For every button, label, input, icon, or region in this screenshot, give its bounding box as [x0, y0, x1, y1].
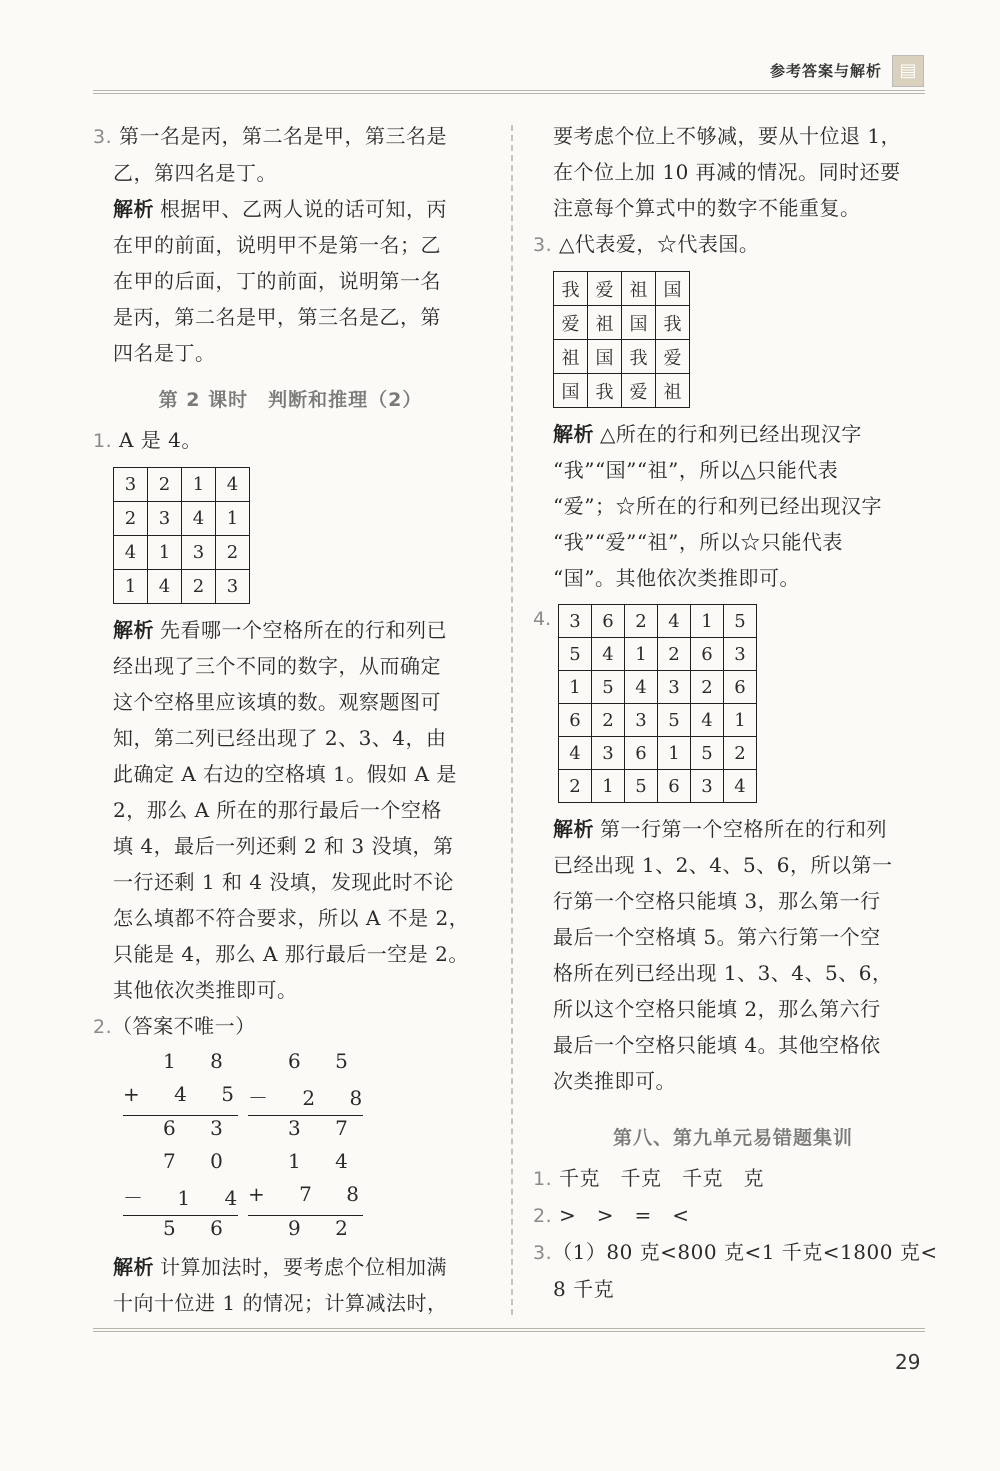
calc2-line: 1 4: [288, 1149, 362, 1173]
column-divider: [511, 125, 513, 1315]
q1-analysis-5: 此确定 A 右边的空格填 1。假如 A 是: [113, 762, 457, 786]
r-q3-analysis-1: 解析 △所在的行和列已经出现汉字: [553, 422, 862, 446]
calc2-line: 6 5: [288, 1049, 362, 1073]
q4-analysis-3: 行第一个空格只能填 3，那么第一行: [553, 889, 881, 913]
q1-analysis-4: 知，第二列已经出现了 2、3、4，由: [113, 726, 447, 750]
q4-analysis-1: 解析 第一行第一个空格所在的行和列: [553, 817, 887, 841]
grid-cell: 1: [724, 704, 757, 737]
grid-cell: 2: [559, 770, 592, 803]
grid-cell: 5: [691, 737, 724, 770]
grid-cell: 2: [182, 570, 216, 604]
grid-cell: 祖: [622, 272, 656, 306]
grid-cell: 4: [182, 502, 216, 536]
grid-cell: 4: [724, 770, 757, 803]
q3-line-2: 乙，第四名是丁。: [113, 161, 277, 185]
q4-analysis-6: 所以这个空格只能填 2，那么第六行: [553, 997, 881, 1021]
grid-cell: 祖: [554, 340, 588, 374]
grid-cell: 4: [658, 605, 691, 638]
q3-analysis-1: 解析 根据甲、乙两人说的话可知，丙: [113, 197, 447, 221]
grid-cell: 国: [622, 306, 656, 340]
calc1-line: + 4 5: [123, 1082, 248, 1106]
q4-analysis-5: 格所在列已经出现 1、3、4、5、6，: [553, 961, 893, 985]
grid-cell: 1: [592, 770, 625, 803]
grid-cell: 我: [622, 340, 656, 374]
calc2-line: + 7 8: [248, 1182, 373, 1206]
grid-cell: 2: [148, 468, 182, 502]
q1-analysis-6: 2，那么 A 所在的那行最后一个空格: [113, 798, 442, 822]
grid-cell: 3: [182, 536, 216, 570]
q1-analysis-2: 经出现了三个不同的数字，从而确定: [113, 654, 441, 678]
calc1-line: 6 3: [163, 1116, 237, 1140]
grid-cell: 1: [559, 671, 592, 704]
character-grid-4x4: [553, 271, 690, 408]
grid-cell: 4: [114, 536, 148, 570]
cont-line-1: 要考虑个位上不够减，要从十位退 1，: [553, 124, 902, 148]
section-title-lesson2: 第 2 课时 判断和推理（2）: [158, 389, 423, 411]
grid-cell: 5: [559, 638, 592, 671]
calc1-line: － 1 4: [123, 1186, 252, 1210]
grid-cell: 2: [724, 737, 757, 770]
q3-analysis-4: 是丙，第二名是甲，第三名是乙，第: [113, 305, 441, 329]
grid-cell: 5: [592, 671, 625, 704]
q1-analysis-9: 怎么填都不符合要求，所以 A 不是 2，: [113, 906, 470, 930]
vertical-calculations: [113, 1049, 488, 1249]
calc2-line: 3 7: [288, 1116, 362, 1140]
footer-rule: [93, 1328, 925, 1332]
r-q3-analysis-3: “爱”；☆所在的行和列已经出现汉字: [553, 494, 882, 518]
grid-cell: 3: [691, 770, 724, 803]
grid-cell: 国: [554, 374, 588, 408]
grid-cell: 我: [656, 306, 690, 340]
grid-cell: 2: [625, 605, 658, 638]
grid-cell: 6: [592, 605, 625, 638]
grid-cell: 1: [658, 737, 691, 770]
grid-cell: 6: [559, 704, 592, 737]
calc2-line: 9 2: [288, 1216, 362, 1240]
grid-cell: 1: [691, 605, 724, 638]
right-column: [533, 118, 938, 1307]
grid-cell: 1: [114, 570, 148, 604]
book-icon: ▤: [892, 55, 924, 87]
q1-analysis-8: 一行还剩 1 和 4 没填，发现此时不论: [113, 870, 454, 894]
q1-analysis-3: 这个空格里应该填的数。观察题图可: [113, 690, 441, 714]
q3-analysis-5: 四名是丁。: [113, 341, 216, 365]
grid-cell: 3: [148, 502, 182, 536]
q4-analysis-8: 次类推即可。: [553, 1069, 676, 1093]
grid-cell: 3: [592, 737, 625, 770]
grid-cell: 4: [691, 704, 724, 737]
grid-cell: 6: [724, 671, 757, 704]
q1-analysis-7: 填 4，最后一列还剩 2 和 3 没填，第: [113, 834, 454, 858]
calc1-line: 1 8: [163, 1049, 237, 1073]
grid-cell: 6: [658, 770, 691, 803]
q2-note: 2.（答案不唯一）: [93, 1014, 256, 1038]
number-grid-6x6: [558, 604, 757, 803]
grid-cell: 3: [216, 570, 250, 604]
grid-cell: 4: [625, 671, 658, 704]
grid-cell: 1: [216, 502, 250, 536]
grid-cell: 5: [724, 605, 757, 638]
grid-cell: 4: [559, 737, 592, 770]
grid-cell: 爱: [622, 374, 656, 408]
calc2-line: － 2 8: [248, 1086, 377, 1110]
grid-cell: 5: [658, 704, 691, 737]
grid-cell: 4: [216, 468, 250, 502]
q2-analysis-1: 解析 计算加法时，要考虑个位相加满: [113, 1255, 447, 1279]
q3-analysis-2: 在甲的前面，说明甲不是第一名；乙: [113, 233, 441, 257]
page-number: 29: [895, 1350, 921, 1374]
e3-answer-1: 3.（1）80 克<800 克<1 千克<1800 克<: [533, 1240, 938, 1264]
q1-analysis-10: 只能是 4，那么 A 那行最后一空是 2。: [113, 942, 469, 966]
grid-cell: 2: [691, 671, 724, 704]
grid-cell: 3: [658, 671, 691, 704]
q4-analysis-7: 最后一个空格只能填 4。其他空格依: [553, 1033, 881, 1057]
q3-analysis-3: 在甲的后面，丁的前面，说明第一名: [113, 269, 441, 293]
grid-cell: 3: [724, 638, 757, 671]
q4-grid-block: [533, 604, 933, 803]
r-q3-answer: 3. △代表爱，☆代表国。: [533, 232, 760, 256]
r-q3-analysis-5: “国”。其他依次类推即可。: [553, 566, 800, 590]
q1-analysis-11: 其他依次类推即可。: [113, 978, 298, 1002]
q4-analysis-2: 已经出现 1、2、4、5、6，所以第一: [553, 853, 893, 877]
calc1-line: 7 0: [163, 1149, 237, 1173]
left-column: [93, 118, 488, 1321]
q3-line-1: 3. 第一名是丙，第二名是甲，第三名是: [93, 124, 447, 148]
grid-cell: 2: [592, 704, 625, 737]
q1-analysis-1: 解析 先看哪一个空格所在的行和列已: [113, 618, 447, 642]
grid-cell: 我: [554, 272, 588, 306]
grid-cell: 6: [625, 737, 658, 770]
grid-cell: 爱: [588, 272, 622, 306]
q4-number: 4.: [533, 608, 552, 630]
q1-answer: 1. A 是 4。: [93, 428, 202, 452]
grid-cell: 4: [148, 570, 182, 604]
e3-answer-2: 8 千克: [553, 1277, 615, 1301]
grid-cell: 3: [559, 605, 592, 638]
cont-line-2: 在个位上加 10 再减的情况。同时还要: [553, 160, 901, 184]
grid-cell: 2: [216, 536, 250, 570]
e2-answer: 2. > > = <: [533, 1203, 690, 1227]
grid-cell: 6: [691, 638, 724, 671]
r-q3-analysis-4: “我”“爱”“祖”，所以☆只能代表: [553, 530, 843, 554]
grid-cell: 祖: [656, 374, 690, 408]
cont-line-3: 注意每个算式中的数字不能重复。: [553, 196, 861, 220]
grid-cell: 国: [656, 272, 690, 306]
q4-analysis-4: 最后一个空格填 5。第六行第一个空: [553, 925, 881, 949]
grid-cell: 爱: [656, 340, 690, 374]
q2-analysis-2: 十向十位进 1 的情况；计算减法时，: [113, 1291, 448, 1315]
grid-cell: 3: [114, 468, 148, 502]
grid-cell: 1: [625, 638, 658, 671]
grid-cell: 5: [625, 770, 658, 803]
grid-cell: 3: [625, 704, 658, 737]
grid-cell: 2: [658, 638, 691, 671]
grid-cell: 祖: [588, 306, 622, 340]
e1-answer: 1. 千克 千克 千克 克: [533, 1166, 764, 1190]
r-q3-analysis-2: “我”“国”“祖”，所以△只能代表: [553, 458, 839, 482]
grid-cell: 爱: [554, 306, 588, 340]
grid-cell: 我: [588, 374, 622, 408]
header-title: 参考答案与解析: [770, 62, 883, 80]
grid-cell: 1: [182, 468, 216, 502]
number-grid-4x4: [113, 467, 250, 604]
grid-cell: 1: [148, 536, 182, 570]
header-rule: [93, 90, 925, 94]
grid-cell: 4: [592, 638, 625, 671]
grid-cell: 2: [114, 502, 148, 536]
grid-cell: 国: [588, 340, 622, 374]
section-title-units-8-9: 第八、第九单元易错题集训: [612, 1127, 853, 1149]
calc1-line: 5 6: [163, 1216, 237, 1240]
